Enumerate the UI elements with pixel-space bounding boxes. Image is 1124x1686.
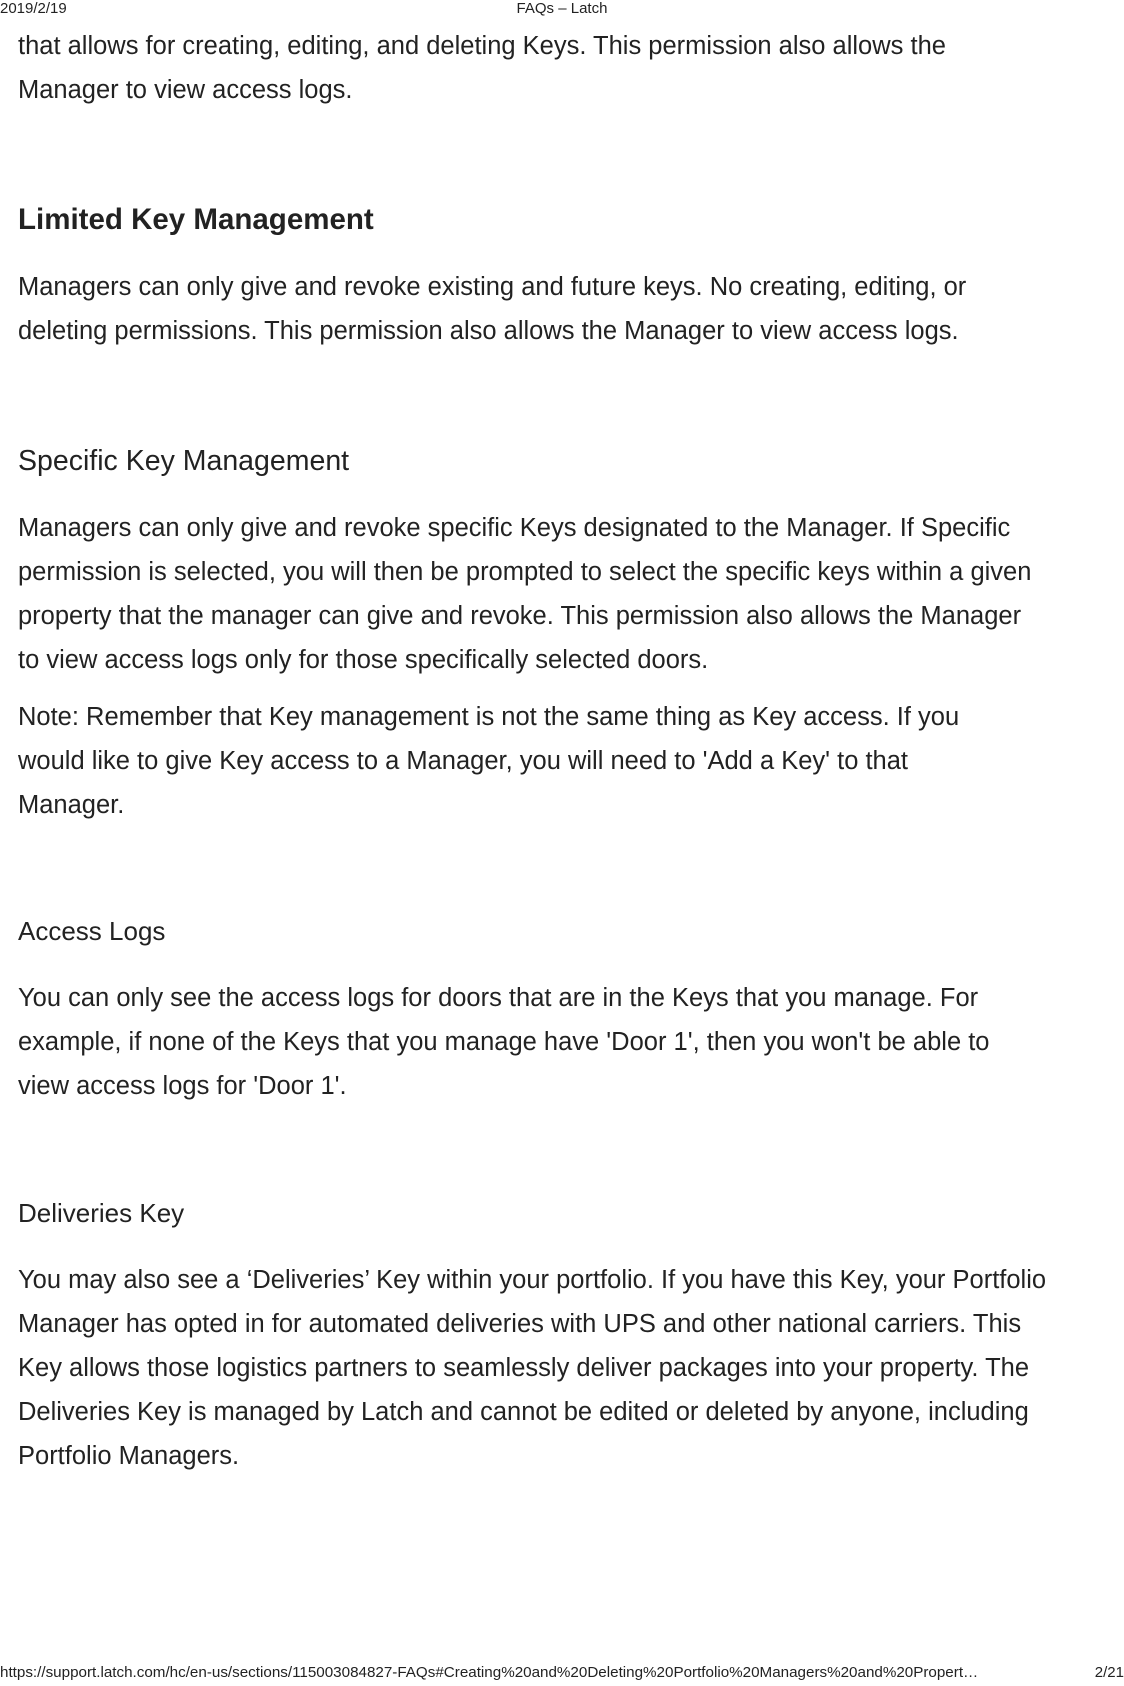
intro-continuation-paragraph: that allows for creating, editing, and deleting Keys. This permission also allows the Manager to view access logs. — [18, 32, 946, 104]
limited-key-management-heading: Limited Key Management — [18, 203, 374, 236]
specific-key-management-heading: Specific Key Management — [18, 445, 350, 477]
access-logs-heading: Access Logs — [18, 916, 166, 946]
print-url: https://support.latch.com/hc/en-us/sections/115003084827-FAQs#Creating%20and%20Deleting%20Portfolio%20Managers%20and%20Propert… — [0, 1664, 979, 1681]
deliveries-key-paragraph: You may also see a ‘Deliveries’ Key within your portfolio. If you have this Key, your Portfolio Manager has opted in for automated deliveries with UPS and other national carriers. This Key allows those logistics partners to seamlessly deliver packages into your property. The Deliveries Key is managed by Latch and cannot be edited or deleted by anyone, including Portfolio Managers. — [18, 1266, 1047, 1470]
print-page-number: 2/21 — [1094, 1664, 1124, 1681]
key-management-note-paragraph: Note: Remember that Key management is not the same thing as Key access. If you would like to give Key access to a Manager, you will need to 'Add a Key' to that Manager. — [18, 703, 960, 819]
print-header — [0, 0, 1124, 18]
print-page-title: FAQs – Latch — [516, 0, 608, 17]
access-logs-paragraph: You can only see the access logs for doors that are in the Keys that you manage. For example, if none of the Keys that you manage have 'Door 1', then you won't be able to view access logs for 'Door 1'. — [18, 984, 990, 1100]
print-date: 2019/2/19 — [0, 0, 67, 17]
deliveries-key-heading: Deliveries Key — [18, 1198, 185, 1228]
limited-key-management-paragraph: Managers can only give and revoke existing and future keys. No creating, editing, or deleting permissions. This permission also allows the Manager to view access logs. — [18, 273, 967, 345]
specific-key-management-paragraph: Managers can only give and revoke specific Keys designated to the Manager. If Specific permission is selected, you will then be prompted to select the specific keys within a given property that the manager can give and revoke. This permission also allows the Manager to view access logs only for those specifically selected doors. — [18, 514, 1032, 674]
print-footer — [0, 1664, 1124, 1686]
